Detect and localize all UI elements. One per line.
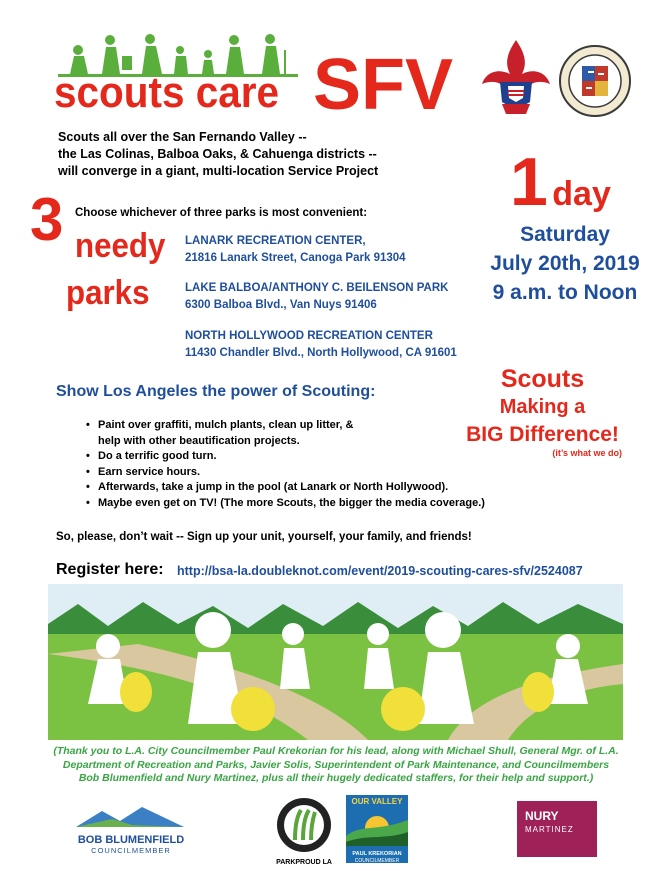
nury-martinez-logo <box>517 801 597 857</box>
intro-line: will converge in a giant, multi-location Service Project <box>58 164 379 178</box>
park-lanark <box>185 233 406 267</box>
park-address: 11430 Chandler Blvd., North Hollywood, CA 91601 <box>185 347 457 359</box>
valley-landscape-icon <box>346 806 408 846</box>
slogan-line: Making a <box>499 396 586 418</box>
cleanup-illustration <box>48 584 623 740</box>
blumenfield-title: COUNCILMEMBER <box>91 846 171 855</box>
event-date: July 20th, 2019 <box>490 252 640 275</box>
intro-text <box>58 129 378 180</box>
krekorian-name: PAUL KREKORIAN <box>352 851 402 857</box>
activities-heading: Show Los Angeles the power of Scouting: <box>56 383 376 400</box>
duration-number: 1 <box>510 144 548 220</box>
parkproud-logo <box>272 796 336 866</box>
duration-unit: day <box>552 175 611 213</box>
blumenfield-name: BOB BLUMENFIELD <box>77 834 185 846</box>
mountain-logo-icon <box>72 805 190 829</box>
list-item: • Paint over graffiti, mulch plants, clean up litter, & help with other beautification projects. <box>86 418 368 449</box>
parks-label: parks <box>66 274 150 312</box>
parks-count: 3 <box>30 186 64 253</box>
list-item: • Earn service hours. <box>86 465 485 481</box>
parkproud-label: PARKPROUD LA <box>276 859 332 866</box>
choose-text: Choose whichever of three parks is most convenient: <box>75 207 368 219</box>
event-duration <box>510 144 611 220</box>
list-item: • Maybe even get on TV! (The more Scouts, the bigger the media coverage.) <box>86 496 485 512</box>
park-address: 21816 Lanark Street, Canoga Park 91304 <box>185 252 406 264</box>
list-item: • Afterwards, take a jump in the pool (at Lanark or North Hollywood). <box>86 480 485 496</box>
intro-line: the Las Colinas, Balboa Oaks, & Cahuenga districts -- <box>58 147 377 161</box>
title-scouts-care: scouts care <box>54 68 280 117</box>
event-when <box>480 220 650 307</box>
park-north-hollywood <box>185 328 457 362</box>
slogan-note: (it’s what we do) <box>552 448 622 458</box>
nury-first-name: NURY <box>525 809 559 823</box>
parkproud-seal-icon <box>275 796 333 854</box>
intro-line: Scouts all over the San Fernando Valley -- <box>58 130 307 144</box>
nury-last-name: MARTINEZ <box>525 825 574 834</box>
park-name: NORTH HOLLYWOOD RECREATION CENTER <box>185 330 433 342</box>
ourvalley-logo <box>346 795 408 863</box>
ourvalley-label: OUR VALLEY <box>351 797 403 806</box>
park-name: LAKE BALBOA/ANTHONY C. BEILENSON PARK <box>185 282 449 294</box>
list-item: • Do a terrific good turn. <box>86 449 485 465</box>
park-name: LANARK RECREATION CENTER, <box>185 235 366 247</box>
call-to-action: So, please, don’t wait -- Sign up your unit, yourself, your family, and friends! <box>56 531 472 543</box>
thanks-text: (Thank you to L.A. City Councilmember Paul Krekorian for his lead, along with Michael Shull, General Mgr. of L.A. Department of Recreation and Parks, Javier Solis, Superintendent of Park Maintenance, and Councilmembers Bob Blumenfield and Nury Martinez, plus all their hugely dedicated staffers, for their help and support.) <box>53 745 619 784</box>
krekorian-title: COUNCILMEMBER <box>354 858 400 863</box>
title-sfv: SFV <box>313 45 454 125</box>
slogan-line: Scouts <box>500 365 585 393</box>
event-weekday: Saturday <box>520 223 610 246</box>
event-time: 9 a.m. to Noon <box>492 281 638 304</box>
register-label: Register here: <box>56 561 164 578</box>
activities-list <box>86 418 485 511</box>
park-address: 6300 Balboa Blvd., Van Nuys 91406 <box>185 299 377 311</box>
city-seal-icon <box>558 44 632 118</box>
blumenfield-logo <box>72 805 190 855</box>
needy-label: needy <box>75 227 166 265</box>
bsa-emblem-icon <box>478 38 554 118</box>
park-balboa <box>185 280 448 314</box>
register-link[interactable]: http://bsa-la.doubleknot.com/event/2019-scouting-cares-sfv/2524087 <box>177 564 583 578</box>
slogan-line: BIG Difference! <box>466 423 619 446</box>
